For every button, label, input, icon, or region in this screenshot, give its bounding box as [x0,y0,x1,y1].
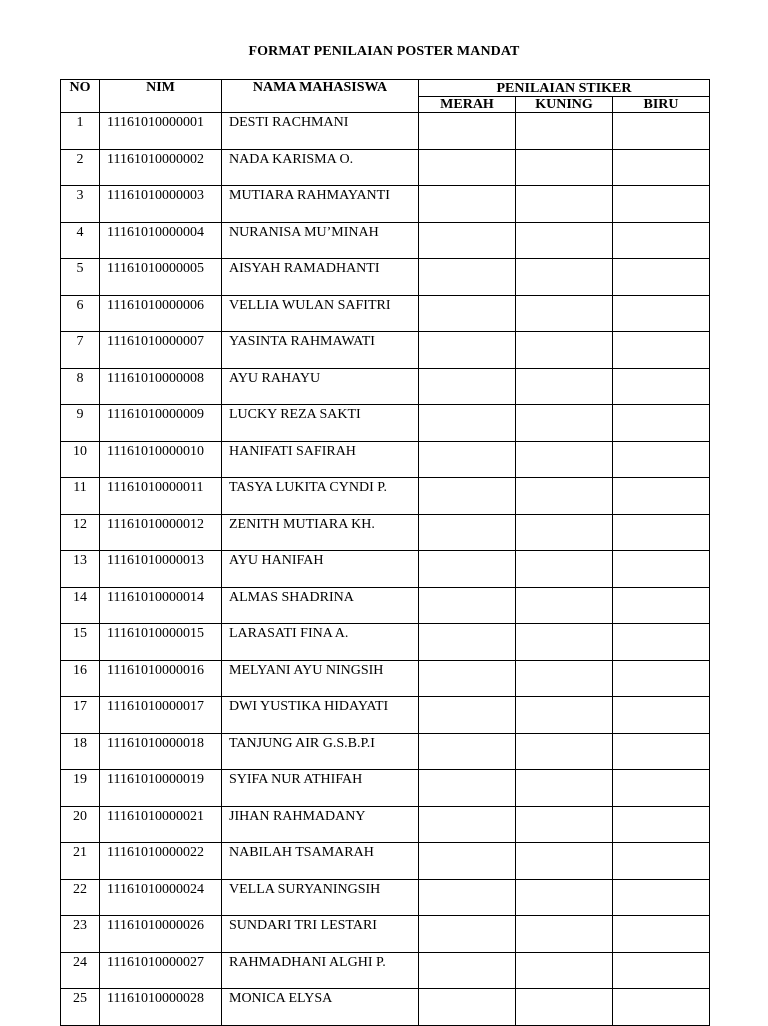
row-number: 23 [61,916,100,953]
row-nim: 11161010000003 [100,186,222,223]
score-cell-biru[interactable] [613,660,710,697]
score-cell-merah[interactable] [419,222,516,259]
score-cell-biru[interactable] [613,952,710,989]
table-row [61,806,710,843]
table-header-row [61,80,710,97]
row-number: 8 [61,368,100,405]
score-cell-kuning[interactable] [516,149,613,186]
score-cell-merah[interactable] [419,587,516,624]
column-header-sticker-assessment: PENILAIAN STIKER [419,80,710,97]
row-student-name: NURANISA MU’MINAH [222,222,419,259]
column-header-biru: BIRU [613,97,710,113]
row-number: 22 [61,879,100,916]
table-row [61,697,710,734]
row-student-name: ZENITH MUTIARA KH. [222,514,419,551]
row-number: 7 [61,332,100,369]
row-number: 16 [61,660,100,697]
row-nim: 11161010000009 [100,405,222,442]
score-cell-kuning[interactable] [516,478,613,515]
row-nim: 11161010000005 [100,259,222,296]
row-number: 2 [61,149,100,186]
row-nim: 11161010000021 [100,806,222,843]
score-cell-merah[interactable] [419,879,516,916]
row-number: 11 [61,478,100,515]
row-nim: 11161010000022 [100,843,222,880]
row-number: 14 [61,587,100,624]
row-number: 24 [61,952,100,989]
table-row [61,514,710,551]
score-cell-kuning[interactable] [516,660,613,697]
score-cell-merah[interactable] [419,843,516,880]
row-student-name: AYU HANIFAH [222,551,419,588]
row-nim: 11161010000024 [100,879,222,916]
score-cell-merah[interactable] [419,916,516,953]
score-cell-merah[interactable] [419,368,516,405]
table-row [61,405,710,442]
score-cell-kuning[interactable] [516,332,613,369]
score-cell-biru[interactable] [613,259,710,296]
row-student-name: HANIFATI SAFIRAH [222,441,419,478]
row-student-name: JIHAN RAHMADANY [222,806,419,843]
table-row [61,332,710,369]
row-student-name: RAHMADHANI ALGHI P. [222,952,419,989]
score-cell-kuning[interactable] [516,770,613,807]
row-nim: 11161010000001 [100,113,222,150]
score-cell-kuning[interactable] [516,697,613,734]
table-row [61,843,710,880]
score-cell-biru[interactable] [613,587,710,624]
score-cell-merah[interactable] [419,733,516,770]
row-student-name: SYIFA NUR ATHIFAH [222,770,419,807]
row-student-name: LARASATI FINA A. [222,624,419,661]
row-nim: 11161010000012 [100,514,222,551]
score-cell-biru[interactable] [613,733,710,770]
score-cell-biru[interactable] [613,697,710,734]
row-student-name: LUCKY REZA SAKTI [222,405,419,442]
table-row [61,879,710,916]
score-cell-kuning[interactable] [516,186,613,223]
row-number: 25 [61,989,100,1026]
score-cell-kuning[interactable] [516,587,613,624]
row-number: 3 [61,186,100,223]
row-student-name: ALMAS SHADRINA [222,587,419,624]
table-row [61,441,710,478]
table-row [61,624,710,661]
column-header-name: NAMA MAHASISWA [222,80,419,113]
row-number: 18 [61,733,100,770]
table-row [61,551,710,588]
table-row [61,478,710,515]
row-number: 4 [61,222,100,259]
row-number: 9 [61,405,100,442]
score-cell-biru[interactable] [613,514,710,551]
table-row [61,587,710,624]
column-header-kuning: KUNING [516,97,613,113]
score-cell-kuning[interactable] [516,113,613,150]
score-cell-merah[interactable] [419,478,516,515]
score-cell-merah[interactable] [419,697,516,734]
score-cell-biru[interactable] [613,843,710,880]
score-cell-biru[interactable] [613,879,710,916]
score-cell-kuning[interactable] [516,733,613,770]
score-cell-kuning[interactable] [516,405,613,442]
score-cell-merah[interactable] [419,624,516,661]
table-row [61,660,710,697]
row-nim: 11161010000019 [100,770,222,807]
table-row [61,770,710,807]
score-cell-biru[interactable] [613,770,710,807]
table-row [61,989,710,1026]
row-student-name: AYU RAHAYU [222,368,419,405]
score-cell-merah[interactable] [419,660,516,697]
row-number: 6 [61,295,100,332]
row-number: 19 [61,770,100,807]
score-cell-merah[interactable] [419,259,516,296]
row-nim: 11161010000014 [100,587,222,624]
table-row [61,916,710,953]
score-cell-kuning[interactable] [516,514,613,551]
row-nim: 11161010000007 [100,332,222,369]
row-number: 21 [61,843,100,880]
row-number: 10 [61,441,100,478]
row-number: 5 [61,259,100,296]
score-cell-kuning[interactable] [516,916,613,953]
score-cell-biru[interactable] [613,405,710,442]
row-student-name: MELYANI AYU NINGSIH [222,660,419,697]
score-cell-biru[interactable] [613,624,710,661]
table-row [61,952,710,989]
score-cell-biru[interactable] [613,551,710,588]
score-cell-merah[interactable] [419,332,516,369]
score-cell-merah[interactable] [419,514,516,551]
row-nim: 11161010000026 [100,916,222,953]
row-number: 13 [61,551,100,588]
score-cell-kuning[interactable] [516,843,613,880]
row-student-name: MUTIARA RAHMAYANTI [222,186,419,223]
score-cell-biru[interactable] [613,806,710,843]
grading-table [60,79,710,1026]
score-cell-kuning[interactable] [516,806,613,843]
score-cell-biru[interactable] [613,441,710,478]
row-nim: 11161010000018 [100,733,222,770]
row-nim: 11161010000008 [100,368,222,405]
score-cell-kuning[interactable] [516,551,613,588]
score-cell-biru[interactable] [613,186,710,223]
row-nim: 11161010000004 [100,222,222,259]
column-header-no: NO [61,80,100,113]
row-number: 20 [61,806,100,843]
row-student-name: DESTI RACHMANI [222,113,419,150]
row-student-name: SUNDARI TRI LESTARI [222,916,419,953]
table-row [61,259,710,296]
score-cell-merah[interactable] [419,952,516,989]
row-student-name: NADA KARISMA O. [222,149,419,186]
score-cell-biru[interactable] [613,989,710,1026]
table-row [61,149,710,186]
score-cell-biru[interactable] [613,149,710,186]
row-number: 12 [61,514,100,551]
score-cell-biru[interactable] [613,113,710,150]
row-student-name: MONICA ELYSA [222,989,419,1026]
column-header-merah: MERAH [419,97,516,113]
score-cell-merah[interactable] [419,551,516,588]
score-cell-kuning[interactable] [516,879,613,916]
row-nim: 11161010000010 [100,441,222,478]
row-number: 1 [61,113,100,150]
row-student-name: NABILAH TSAMARAH [222,843,419,880]
score-cell-biru[interactable] [613,916,710,953]
column-header-nim: NIM [100,80,222,113]
score-cell-kuning[interactable] [516,368,613,405]
table-body [61,113,710,1026]
row-nim: 11161010000027 [100,952,222,989]
row-student-name: YASINTA RAHMAWATI [222,332,419,369]
row-nim: 11161010000015 [100,624,222,661]
score-cell-kuning[interactable] [516,222,613,259]
score-cell-merah[interactable] [419,989,516,1026]
score-cell-merah[interactable] [419,806,516,843]
score-cell-kuning[interactable] [516,989,613,1026]
score-cell-merah[interactable] [419,405,516,442]
row-nim: 11161010000016 [100,660,222,697]
table-row [61,733,710,770]
row-nim: 11161010000002 [100,149,222,186]
score-cell-biru[interactable] [613,332,710,369]
row-nim: 11161010000013 [100,551,222,588]
row-nim: 11161010000017 [100,697,222,734]
row-student-name: DWI YUSTIKA HIDAYATI [222,697,419,734]
row-number: 17 [61,697,100,734]
score-cell-kuning[interactable] [516,624,613,661]
table-row [61,222,710,259]
score-cell-biru[interactable] [613,222,710,259]
score-cell-biru[interactable] [613,295,710,332]
row-student-name: AISYAH RAMADHANTI [222,259,419,296]
row-student-name: TANJUNG AIR G.S.B.P.I [222,733,419,770]
score-cell-kuning[interactable] [516,295,613,332]
score-cell-kuning[interactable] [516,952,613,989]
score-cell-biru[interactable] [613,368,710,405]
table-row [61,368,710,405]
score-cell-biru[interactable] [613,478,710,515]
score-cell-merah[interactable] [419,441,516,478]
row-nim: 11161010000011 [100,478,222,515]
score-cell-merah[interactable] [419,186,516,223]
score-cell-kuning[interactable] [516,441,613,478]
row-nim: 11161010000006 [100,295,222,332]
score-cell-merah[interactable] [419,295,516,332]
row-student-name: VELLA SURYANINGSIH [222,879,419,916]
table-row [61,186,710,223]
row-student-name: TASYA LUKITA CYNDI P. [222,478,419,515]
row-nim: 11161010000028 [100,989,222,1026]
score-cell-merah[interactable] [419,113,516,150]
score-cell-merah[interactable] [419,770,516,807]
row-number: 15 [61,624,100,661]
table-row [61,295,710,332]
score-cell-merah[interactable] [419,149,516,186]
page-title: FORMAT PENILAIAN POSTER MANDAT [248,44,520,59]
score-cell-kuning[interactable] [516,259,613,296]
table-row [61,113,710,150]
row-student-name: VELLIA WULAN SAFITRI [222,295,419,332]
